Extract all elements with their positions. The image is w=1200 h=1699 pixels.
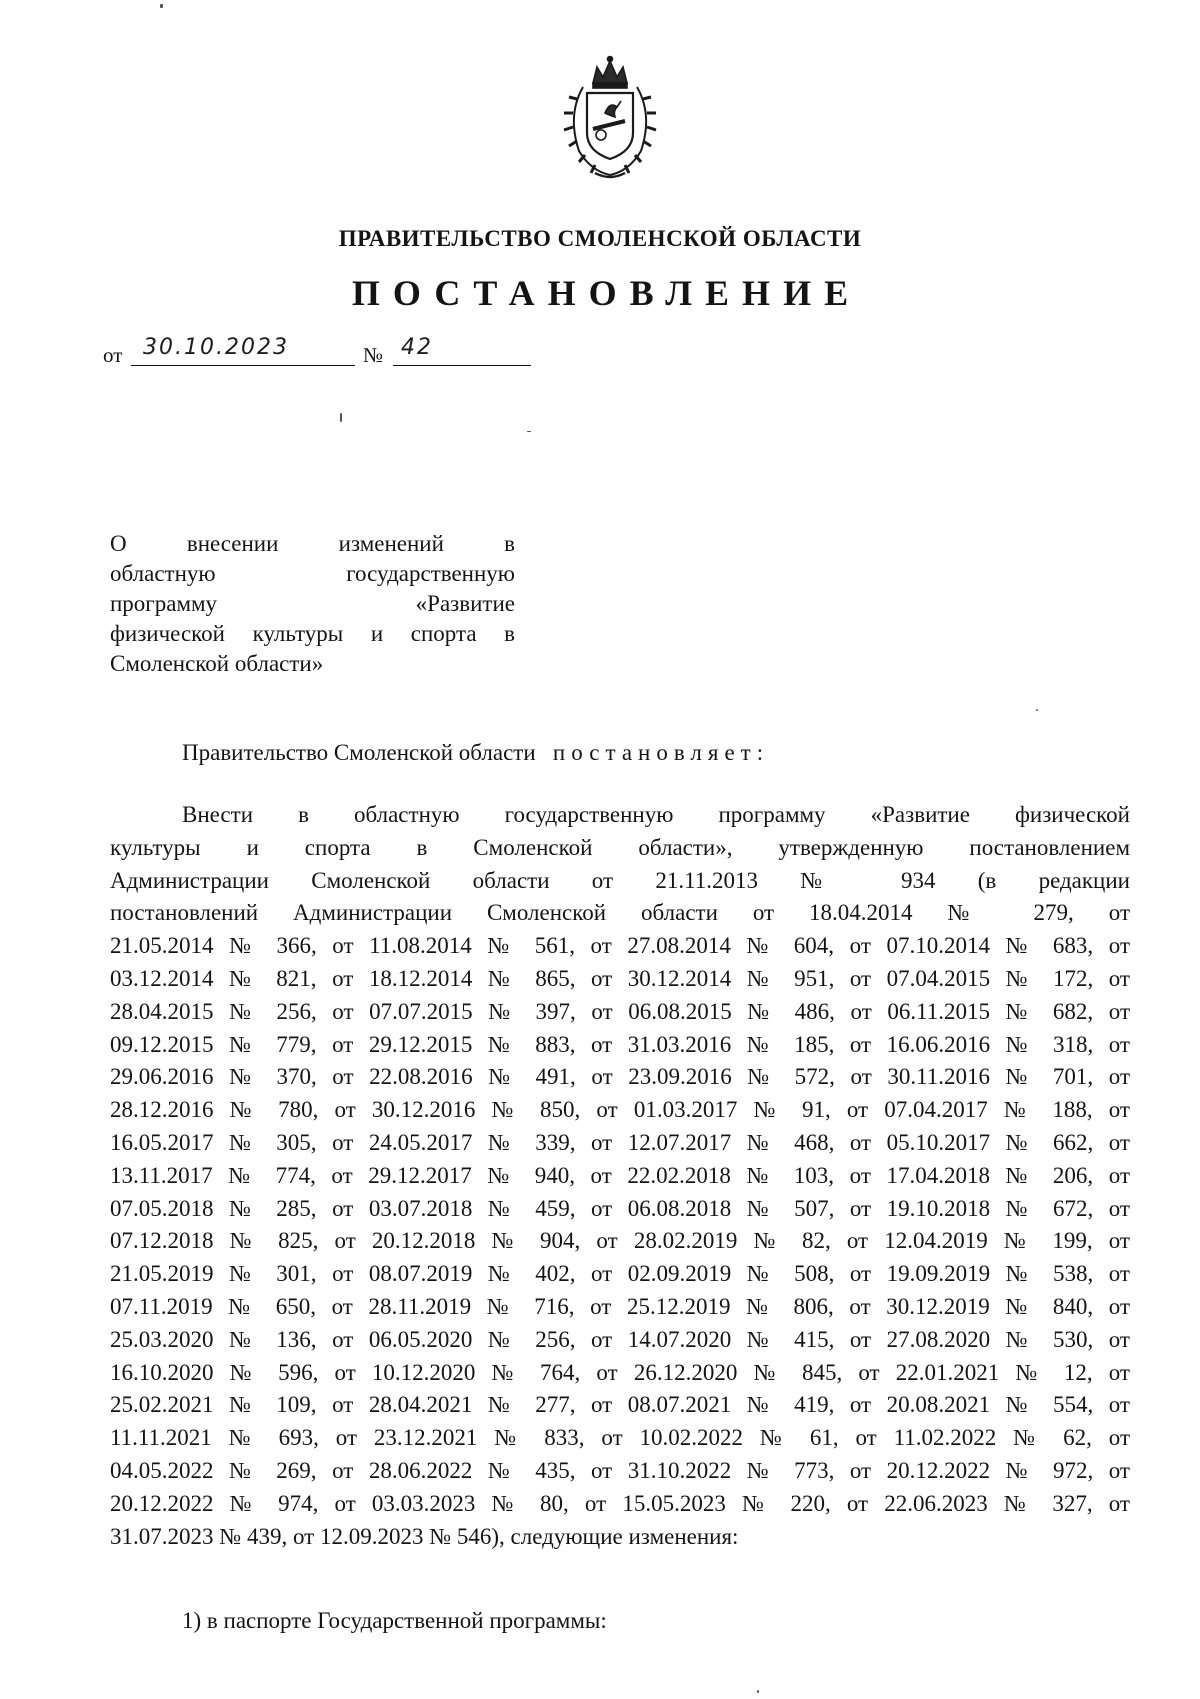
body-line: 21.05.2019 № 301, от 08.07.2019 № 402, от 02.09.2019 № 508, от 19.09.2019 № 538, от (110, 1261, 1130, 1287)
scan-speck (757, 1690, 759, 1693)
body-line: 25.02.2021 № 109, от 28.04.2021 № 277, от 08.07.2021 № 419, от 20.08.2021 № 554, от (110, 1392, 1130, 1418)
body-line: постановлений Администрации Смоленской области от 18.04.2014 № 279, от (110, 900, 1130, 926)
number-underline (393, 365, 531, 366)
body-line: 16.05.2017 № 305, от 24.05.2017 № 339, от 12.07.2017 № 468, от 05.10.2017 № 662, от (110, 1129, 1130, 1155)
body-line: 31.07.2023 № 439, от 12.09.2023 № 546), следующие изменения: (110, 1523, 739, 1549)
document-body (110, 799, 1130, 1553)
date-underline (131, 365, 355, 366)
subject-line: О внесении изменений в (110, 531, 515, 556)
body-line: 25.03.2020 № 136, от 06.05.2020 № 256, от 14.07.2020 № 415, от 27.08.2020 № 530, от (110, 1326, 1130, 1352)
government-title: ПРАВИТЕЛЬСТВО СМОЛЕНСКОЙ ОБЛАСТИ (338, 226, 862, 251)
scan-speck (340, 413, 342, 422)
subject-line: физической культуры и спорта в (110, 621, 515, 646)
resolving-subject: Правительство Смоленской области (182, 740, 536, 765)
date-value: 30.10.2023 (143, 335, 289, 360)
body-line: 07.05.2018 № 285, от 03.07.2018 № 459, от 06.08.2018 № 507, от 19.10.2018 № 672, от (110, 1195, 1130, 1221)
scan-speck (1036, 709, 1038, 711)
document-type-heading: ПОСТАНОВЛЕНИЕ (351, 273, 862, 313)
body-line: Внести в областную государственную программу «Развитие физической (182, 802, 1130, 827)
body-line: Администрации Смоленской области от 21.11.2013 № 934 (в редакции (110, 867, 1130, 893)
body-line: 16.10.2020 № 596, от 10.12.2020 № 764, от 26.12.2020 № 845, от 22.01.2021 № 12, от (110, 1359, 1130, 1385)
body-line: 03.12.2014 № 821, от 18.12.2014 № 865, от 30.12.2014 № 951, от 07.04.2015 № 172, от (110, 965, 1130, 991)
body-line: 28.04.2015 № 256, от 07.07.2015 № 397, от 06.08.2015 № 486, от 06.11.2015 № 682, от (110, 998, 1130, 1024)
resolving-clause (182, 740, 769, 766)
subject-line: Смоленской области» (110, 651, 324, 676)
body-line: 07.11.2019 № 650, от 28.11.2019 № 716, от 25.12.2019 № 806, от 30.12.2019 № 840, от (110, 1293, 1130, 1319)
body-line: 20.12.2022 № 974, от 03.03.2023 № 80, от 15.05.2023 № 220, от 22.06.2023 № 327, от (110, 1490, 1130, 1516)
body-line: 07.12.2018 № 825, от 20.12.2018 № 904, от 28.02.2019 № 82, от 12.04.2019 № 199, от (110, 1228, 1130, 1254)
list-item-1: 1) в паспорте Государственной программы: (182, 1608, 607, 1633)
body-line: культуры и спорта в Смоленской области», утвержденную постановлением (110, 834, 1130, 860)
coat-of-arms-emblem (555, 55, 665, 185)
document-subject (110, 529, 515, 679)
subject-line: областную государственную (110, 561, 515, 586)
body-line: 28.12.2016 № 780, от 30.12.2016 № 850, от 01.03.2017 № 91, от 07.04.2017 № 188, от (110, 1097, 1130, 1123)
scan-speck (527, 431, 531, 432)
subject-line: программу «Развитие (110, 591, 515, 616)
scan-speck (160, 4, 163, 8)
number-value: 42 (401, 335, 433, 360)
body-line: 13.11.2017 № 774, от 29.12.2017 № 940, от 22.02.2018 № 103, от 17.04.2018 № 206, от (110, 1162, 1130, 1188)
body-line: 11.11.2021 № 693, от 23.12.2021 № 833, от 10.02.2022 № 61, от 11.02.2022 № 62, от (110, 1425, 1130, 1451)
date-label: от (103, 343, 123, 367)
resolving-verb: постановляет: (552, 740, 770, 765)
body-line: 09.12.2015 № 779, от 29.12.2015 № 883, от 31.03.2016 № 185, от 16.06.2016 № 318, от (110, 1031, 1130, 1057)
body-line: 04.05.2022 № 269, от 28.06.2022 № 435, от 31.10.2022 № 773, от 20.12.2022 № 972, от (110, 1457, 1130, 1483)
body-line: 21.05.2014 № 366, от 11.08.2014 № 561, от 27.08.2014 № 604, от 07.10.2014 № 683, от (110, 933, 1130, 959)
body-line: 29.06.2016 № 370, от 22.08.2016 № 491, от 23.09.2016 № 572, от 30.11.2016 № 701, от (110, 1064, 1130, 1090)
number-label: № (363, 343, 384, 367)
